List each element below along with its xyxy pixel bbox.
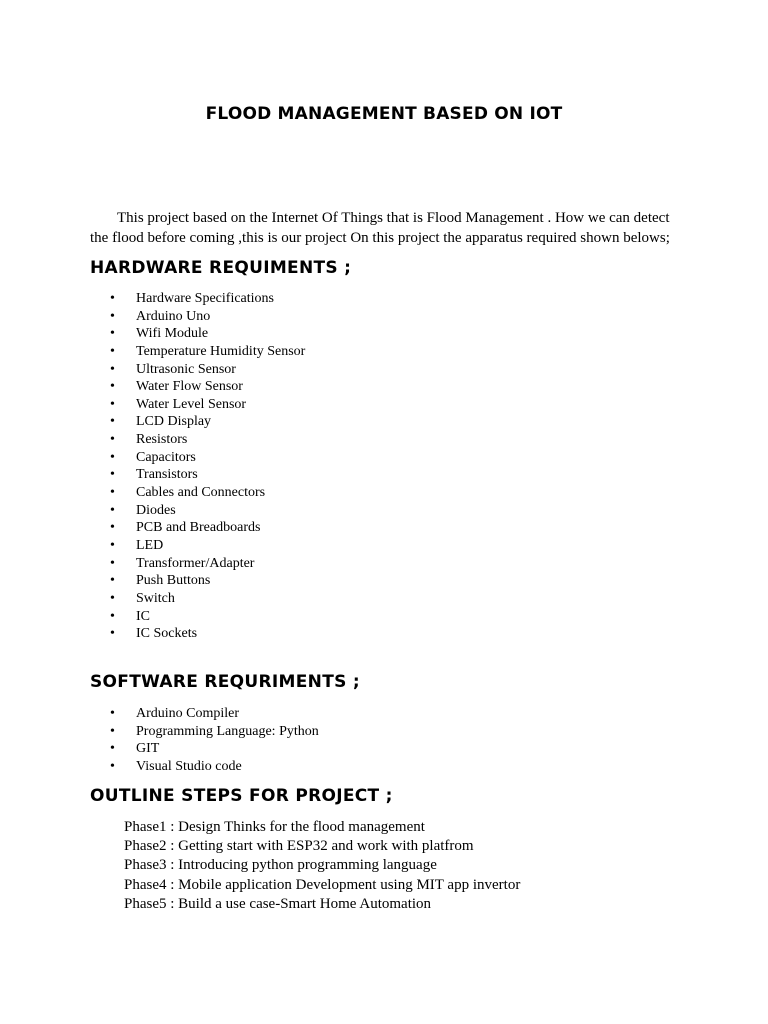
hardware-item bbox=[90, 449, 305, 467]
hardware-item bbox=[90, 343, 305, 361]
bullet-icon: • bbox=[110, 449, 115, 465]
hardware-item-label: Hardware Specifications bbox=[136, 291, 274, 306]
outline-phase-item: Phase2 : Getting start with ESP32 and work with platfrom bbox=[124, 838, 474, 855]
hardware-item bbox=[90, 537, 305, 555]
bullet-icon: • bbox=[110, 343, 115, 359]
hardware-item bbox=[90, 431, 305, 449]
bullet-icon: • bbox=[110, 414, 115, 430]
hardware-item bbox=[90, 590, 305, 608]
hardware-item-label: Resistors bbox=[136, 432, 188, 448]
bullet-icon: • bbox=[110, 291, 115, 306]
outline-phase-list bbox=[124, 818, 520, 914]
bullet-icon: • bbox=[110, 723, 115, 739]
hardware-item bbox=[90, 361, 305, 379]
bullet-icon: • bbox=[110, 626, 115, 642]
hardware-item-label: Water Flow Sensor bbox=[136, 379, 243, 395]
hardware-item bbox=[90, 413, 305, 431]
document-title: FLOOD MANAGEMENT BASED ON IOT bbox=[205, 104, 563, 124]
hardware-item-label: Transformer/Adapter bbox=[136, 555, 255, 571]
hardware-item-label: PCB and Breadboards bbox=[136, 520, 261, 536]
hardware-item-label: Cables and Connectors bbox=[136, 485, 266, 501]
software-item bbox=[90, 740, 319, 758]
bullet-icon: • bbox=[110, 758, 115, 774]
bullet-icon: • bbox=[110, 432, 115, 448]
bullet-icon: • bbox=[110, 379, 115, 395]
bullet-icon: • bbox=[110, 741, 115, 757]
hardware-item-label: LCD Display bbox=[136, 414, 212, 430]
outline-heading: OUTLINE STEPS FOR PROJECT ; bbox=[90, 786, 393, 806]
software-item-label: Arduino Compiler bbox=[136, 706, 240, 721]
outline-phase-item: Phase4 : Mobile application Development using MIT app invertor bbox=[124, 876, 521, 893]
hardware-item-label: Wifi Module bbox=[136, 326, 209, 342]
hardware-item bbox=[90, 325, 305, 343]
software-item-label: Programming Language: Python bbox=[136, 723, 319, 739]
hardware-item-label: Push Buttons bbox=[136, 573, 211, 589]
hardware-item bbox=[90, 502, 305, 520]
hardware-item bbox=[90, 466, 305, 484]
bullet-icon: • bbox=[110, 706, 115, 721]
software-item bbox=[90, 758, 319, 776]
hardware-item bbox=[90, 555, 305, 573]
hardware-item bbox=[90, 290, 305, 308]
bullet-icon: • bbox=[110, 502, 115, 518]
hardware-item-label: IC Sockets bbox=[136, 626, 198, 642]
hardware-item-label: Diodes bbox=[136, 502, 176, 518]
software-item-label: GIT bbox=[136, 741, 160, 757]
hardware-item bbox=[90, 519, 305, 537]
hardware-list bbox=[90, 290, 305, 643]
hardware-item bbox=[90, 608, 305, 626]
software-list bbox=[90, 705, 319, 776]
bullet-icon: • bbox=[110, 608, 115, 624]
bullet-icon: • bbox=[110, 396, 115, 412]
bullet-icon: • bbox=[110, 361, 115, 377]
bullet-icon: • bbox=[110, 573, 115, 589]
hardware-item-label: Capacitors bbox=[136, 449, 196, 465]
software-item bbox=[90, 723, 319, 741]
hardware-item bbox=[90, 378, 305, 396]
outline-phase-item: Phase1 : Design Thinks for the flood management bbox=[124, 819, 425, 835]
hardware-item bbox=[90, 308, 305, 326]
outline-phase-item: Phase5 : Build a use case-Smart Home Automation bbox=[124, 895, 432, 912]
hardware-item-label: Ultrasonic Sensor bbox=[136, 361, 236, 377]
hardware-heading: HARDWARE REQUIMENTS ; bbox=[90, 258, 352, 278]
hardware-item bbox=[90, 396, 305, 414]
hardware-item bbox=[90, 625, 305, 643]
bullet-icon: • bbox=[110, 308, 115, 324]
hardware-item-label: LED bbox=[136, 537, 164, 553]
hardware-item-label: Water Level Sensor bbox=[136, 396, 247, 412]
hardware-item-label: Arduino Uno bbox=[136, 308, 211, 324]
bullet-icon: • bbox=[110, 485, 115, 501]
outline-phase-item: Phase3 : Introducing python programming language bbox=[124, 857, 437, 874]
hardware-item bbox=[90, 572, 305, 590]
bullet-icon: • bbox=[110, 326, 115, 342]
software-heading: SOFTWARE REQURIMENTS ; bbox=[90, 672, 360, 692]
hardware-item-label: Switch bbox=[136, 590, 175, 606]
bullet-icon: • bbox=[110, 537, 115, 553]
hardware-item-label: Temperature Humidity Sensor bbox=[136, 343, 306, 359]
software-item bbox=[90, 705, 319, 723]
hardware-item-label: Transistors bbox=[136, 467, 198, 483]
intro-paragraph: This project based on the Internet Of Things that is Flood Management . How we can detect the flood before coming ,this is our project On this project the apparatus required shown belows; bbox=[90, 210, 670, 246]
bullet-icon: • bbox=[110, 520, 115, 536]
bullet-icon: • bbox=[110, 555, 115, 571]
bullet-icon: • bbox=[110, 467, 115, 483]
bullet-icon: • bbox=[110, 590, 115, 606]
hardware-item bbox=[90, 484, 305, 502]
hardware-item-label: IC bbox=[136, 608, 150, 624]
software-item-label: Visual Studio code bbox=[136, 758, 242, 774]
